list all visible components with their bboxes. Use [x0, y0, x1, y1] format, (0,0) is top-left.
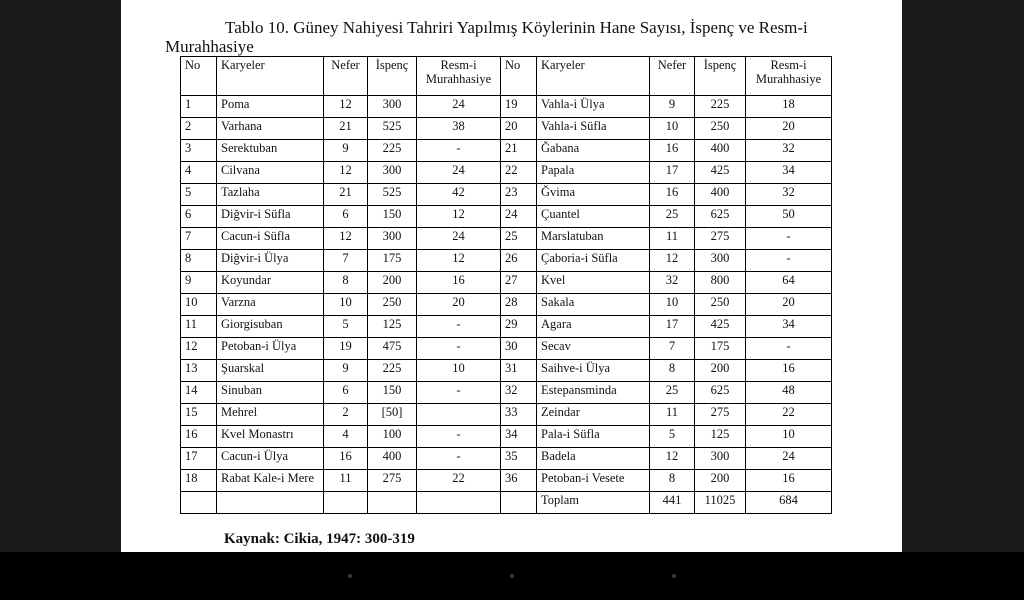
table-cell: Varzna: [217, 294, 324, 316]
table-cell: Papala: [537, 162, 650, 184]
table-row: [181, 316, 832, 338]
total-cell: [217, 492, 324, 514]
table-cell: 14: [181, 382, 217, 404]
table-cell: 50: [746, 206, 832, 228]
table-cell: 100: [368, 426, 417, 448]
table-cell: 625: [695, 206, 746, 228]
table-cell: Sakala: [537, 294, 650, 316]
total-cell: 11025: [695, 492, 746, 514]
table-row: [181, 250, 832, 272]
table-cell: 225: [368, 140, 417, 162]
table-cell: 10: [324, 294, 368, 316]
total-cell: Toplam: [537, 492, 650, 514]
table-cell: Diğvir-i Ülya: [217, 250, 324, 272]
table-cell: 275: [368, 470, 417, 492]
table-cell: 800: [695, 272, 746, 294]
header-cell: Resm-i Murahhasiye: [746, 57, 832, 96]
table-row: [181, 360, 832, 382]
table-cell: 12: [324, 228, 368, 250]
table-cell: 10: [650, 118, 695, 140]
table-cell: 150: [368, 382, 417, 404]
table-cell: -: [746, 228, 832, 250]
table-cell: 625: [695, 382, 746, 404]
table-cell: 25: [650, 382, 695, 404]
table-cell: 1: [181, 96, 217, 118]
table-cell: 225: [695, 96, 746, 118]
table-cell: Rabat Kale-i Mere: [217, 470, 324, 492]
table-cell: 32: [501, 382, 537, 404]
table-cell: 10: [417, 360, 501, 382]
table-cell: 19: [501, 96, 537, 118]
table-cell: 32: [746, 184, 832, 206]
table-cell: 12: [417, 250, 501, 272]
total-cell: [368, 492, 417, 514]
table-cell: 10: [181, 294, 217, 316]
table-row: [181, 426, 832, 448]
table-cell: 11: [181, 316, 217, 338]
table-cell: 11: [650, 228, 695, 250]
table-cell: 2: [181, 118, 217, 140]
table-cell: Çuantel: [537, 206, 650, 228]
header-cell: Karyeler: [217, 57, 324, 96]
table-cell: 4: [324, 426, 368, 448]
table-cell: Ğabana: [537, 140, 650, 162]
table-cell: 25: [650, 206, 695, 228]
table-cell: 250: [695, 118, 746, 140]
table-cell: Secav: [537, 338, 650, 360]
table-cell: 7: [181, 228, 217, 250]
table-cell: 21: [501, 140, 537, 162]
table-row: [181, 338, 832, 360]
table-cell: 16: [324, 448, 368, 470]
table-cell: Koyundar: [217, 272, 324, 294]
table-cell: Badela: [537, 448, 650, 470]
table-cell: 33: [501, 404, 537, 426]
table-cell: 8: [650, 470, 695, 492]
table-cell: 175: [368, 250, 417, 272]
header-cell: İspenç: [368, 57, 417, 96]
table-cell: 23: [501, 184, 537, 206]
table-cell: 34: [746, 162, 832, 184]
table-cell: 525: [368, 184, 417, 206]
table-cell: 12: [650, 250, 695, 272]
table-cell: 250: [695, 294, 746, 316]
table-cell: 300: [368, 96, 417, 118]
table-cell: 8: [181, 250, 217, 272]
table-cell: Diğvir-i Süfla: [217, 206, 324, 228]
table-cell: 17: [650, 316, 695, 338]
header-cell: İspenç: [695, 57, 746, 96]
table-cell: -: [417, 338, 501, 360]
table-cell: 275: [695, 404, 746, 426]
table-cell: 24: [501, 206, 537, 228]
table-row: [181, 294, 832, 316]
table-cell: 4: [181, 162, 217, 184]
table-cell: 22: [417, 470, 501, 492]
document-page: [121, 0, 902, 552]
table-cell: 24: [417, 228, 501, 250]
table-cell: Pala-i Süfla: [537, 426, 650, 448]
table-cell: 225: [368, 360, 417, 382]
header-cell: No: [501, 57, 537, 96]
table-cell: 19: [324, 338, 368, 360]
header-cell: Nefer: [650, 57, 695, 96]
table-cell: 12: [417, 206, 501, 228]
table-title-line2: Murahhasiye: [165, 37, 254, 56]
table-cell: 3: [181, 140, 217, 162]
table-cell: 250: [368, 294, 417, 316]
table-cell: Cacun-i Süfla: [217, 228, 324, 250]
table-cell: 200: [695, 470, 746, 492]
table-cell: 28: [501, 294, 537, 316]
table-cell: 400: [695, 140, 746, 162]
table-cell: 525: [368, 118, 417, 140]
table-cell: 26: [501, 250, 537, 272]
table-cell: 22: [746, 404, 832, 426]
table-cell: 2: [324, 404, 368, 426]
table-cell: 16: [650, 184, 695, 206]
data-table: [180, 56, 832, 514]
table-cell: 9: [181, 272, 217, 294]
table-cell: -: [746, 250, 832, 272]
table-row: [181, 448, 832, 470]
table-row: [181, 404, 832, 426]
table-cell: 16: [650, 140, 695, 162]
table-cell: 9: [324, 360, 368, 382]
table-cell: 8: [324, 272, 368, 294]
table-cell: 25: [501, 228, 537, 250]
table-cell: -: [417, 382, 501, 404]
table-cell: 20: [417, 294, 501, 316]
table-cell: 400: [368, 448, 417, 470]
table-cell: 10: [746, 426, 832, 448]
table-row: [181, 184, 832, 206]
table-cell: 29: [501, 316, 537, 338]
table-cell: Çaboria-i Süfla: [537, 250, 650, 272]
table-cell: Varhana: [217, 118, 324, 140]
table-cell: Giorgisuban: [217, 316, 324, 338]
table-cell: 20: [746, 294, 832, 316]
header-cell: No: [181, 57, 217, 96]
table-cell: 17: [181, 448, 217, 470]
table-cell: 32: [746, 140, 832, 162]
table-row: [181, 162, 832, 184]
table-cell: 200: [695, 360, 746, 382]
table-cell: 7: [324, 250, 368, 272]
table-cell: 12: [324, 96, 368, 118]
table-header-row: [181, 57, 832, 96]
total-cell: [417, 492, 501, 514]
table-cell: 12: [650, 448, 695, 470]
table-cell: 175: [695, 338, 746, 360]
table-cell: Tazlaha: [217, 184, 324, 206]
table-cell: Vahla-i Süfla: [537, 118, 650, 140]
table-cell: 24: [746, 448, 832, 470]
table-cell: Kvel: [537, 272, 650, 294]
table-title-line1: Tablo 10. Güney Nahiyesi Tahriri Yapılmış Köylerinin Hane Sayısı, İspenç ve Resm-i: [225, 18, 808, 37]
table-cell: 32: [650, 272, 695, 294]
table-cell: 12: [324, 162, 368, 184]
table-cell: 21: [324, 118, 368, 140]
table-cell: 400: [695, 184, 746, 206]
table-cell: 200: [368, 272, 417, 294]
table-row: [181, 382, 832, 404]
table-cell: 300: [368, 162, 417, 184]
table-cell: 150: [368, 206, 417, 228]
table-total-row: [181, 492, 832, 514]
table-cell: -: [417, 426, 501, 448]
table-cell: 27: [501, 272, 537, 294]
total-cell: 684: [746, 492, 832, 514]
table-cell: Ğvima: [537, 184, 650, 206]
table-cell: 5: [181, 184, 217, 206]
table-cell: 15: [181, 404, 217, 426]
table-row: [181, 272, 832, 294]
table-cell: 22: [501, 162, 537, 184]
total-cell: 441: [650, 492, 695, 514]
table-cell: 20: [746, 118, 832, 140]
table-cell: 48: [746, 382, 832, 404]
header-cell: Karyeler: [537, 57, 650, 96]
table-cell: Kvel Monastrı: [217, 426, 324, 448]
table-row: [181, 118, 832, 140]
table-cell: 425: [695, 316, 746, 338]
table-cell: 475: [368, 338, 417, 360]
header-cell: Resm-i Murahhasiye: [417, 57, 501, 96]
table-cell: 9: [324, 140, 368, 162]
table-cell: 16: [746, 470, 832, 492]
table-cell: 11: [650, 404, 695, 426]
table-cell: 64: [746, 272, 832, 294]
header-cell: Nefer: [324, 57, 368, 96]
table-cell: Cilvana: [217, 162, 324, 184]
table-cell: 7: [650, 338, 695, 360]
table-cell: 24: [417, 162, 501, 184]
table-cell: 42: [417, 184, 501, 206]
table-cell: 35: [501, 448, 537, 470]
table-cell: Vahla-i Ülya: [537, 96, 650, 118]
table-cell: 10: [650, 294, 695, 316]
table-cell: Cacun-i Ülya: [217, 448, 324, 470]
table-title: [165, 18, 885, 56]
table-cell: 6: [324, 206, 368, 228]
table-cell: -: [417, 316, 501, 338]
table-cell: 16: [746, 360, 832, 382]
table-cell: 38: [417, 118, 501, 140]
table-cell: 8: [650, 360, 695, 382]
table-cell: Petoban-i Vesete: [537, 470, 650, 492]
table-cell: 17: [650, 162, 695, 184]
table-cell: 34: [746, 316, 832, 338]
table-cell: 18: [746, 96, 832, 118]
table-cell: 16: [181, 426, 217, 448]
table-cell: 300: [368, 228, 417, 250]
table-row: [181, 96, 832, 118]
nav-recents-icon[interactable]: [672, 574, 676, 578]
table-cell: Zeindar: [537, 404, 650, 426]
table-cell: -: [417, 140, 501, 162]
table-cell: -: [417, 448, 501, 470]
table-cell: Serektuban: [217, 140, 324, 162]
table-cell: 300: [695, 448, 746, 470]
table-cell: 16: [417, 272, 501, 294]
table-cell: 125: [368, 316, 417, 338]
table-cell: 275: [695, 228, 746, 250]
table-cell: Petoban-i Ülya: [217, 338, 324, 360]
table-row: [181, 228, 832, 250]
table-cell: Mehrel: [217, 404, 324, 426]
nav-back-icon[interactable]: [348, 574, 352, 578]
table-cell: 24: [417, 96, 501, 118]
nav-home-icon[interactable]: [510, 574, 514, 578]
table-cell: 5: [650, 426, 695, 448]
table-cell: 34: [501, 426, 537, 448]
system-nav-bar: [0, 552, 1024, 600]
table-cell: 125: [695, 426, 746, 448]
table-cell: Poma: [217, 96, 324, 118]
table-cell: Şuarskal: [217, 360, 324, 382]
table-cell: 31: [501, 360, 537, 382]
total-cell: [324, 492, 368, 514]
table-cell: 425: [695, 162, 746, 184]
table-cell: [50]: [368, 404, 417, 426]
table-cell: 21: [324, 184, 368, 206]
table-row: [181, 206, 832, 228]
table-cell: 11: [324, 470, 368, 492]
table-row: [181, 140, 832, 162]
table-cell: 30: [501, 338, 537, 360]
table-cell: 12: [181, 338, 217, 360]
total-cell: [501, 492, 537, 514]
table-cell: 13: [181, 360, 217, 382]
table-cell: Agara: [537, 316, 650, 338]
table-cell: 36: [501, 470, 537, 492]
table-cell: 5: [324, 316, 368, 338]
total-cell: [181, 492, 217, 514]
table-cell: 6: [324, 382, 368, 404]
table-cell: 18: [181, 470, 217, 492]
table-cell: Saihve-i Ülya: [537, 360, 650, 382]
table-cell: 6: [181, 206, 217, 228]
table-cell: 300: [695, 250, 746, 272]
source-citation: Kaynak: Cikia, 1947: 300-319: [224, 531, 415, 547]
table-cell: [417, 404, 501, 426]
table-cell: 20: [501, 118, 537, 140]
table-row: [181, 470, 832, 492]
table-cell: Estepansminda: [537, 382, 650, 404]
table-cell: Sinuban: [217, 382, 324, 404]
table-cell: 9: [650, 96, 695, 118]
table-cell: -: [746, 338, 832, 360]
table-cell: Marslatuban: [537, 228, 650, 250]
